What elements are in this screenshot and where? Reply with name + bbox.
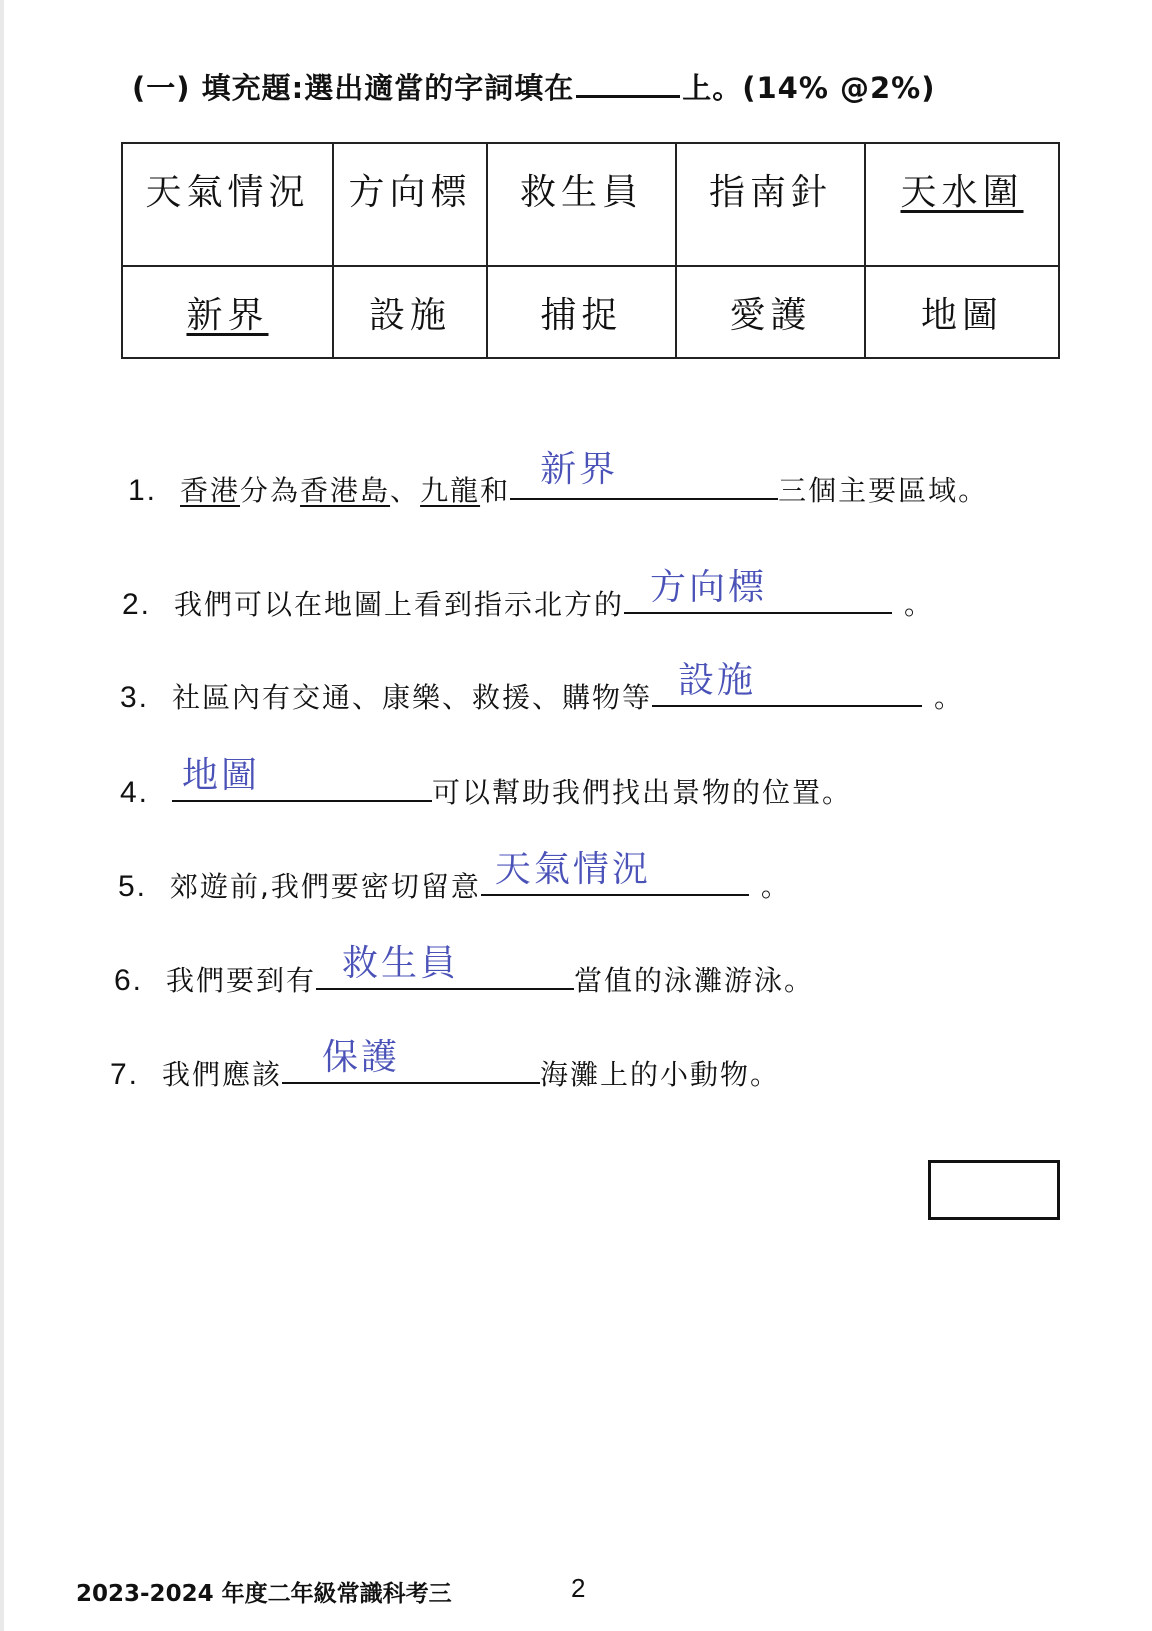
handwritten-answer: 救生員 <box>342 943 460 984</box>
handwritten-answer: 方向標 <box>650 567 768 608</box>
question-6: 6. 我們要到有 救生員 當值的泳灘游泳。 <box>114 958 814 999</box>
handwritten-answer: 天氣情況 <box>494 849 651 890</box>
question-1: 1. 香港分為香港島、九龍和 新界 三個主要區域。 <box>128 468 988 509</box>
word-bank-row <box>122 266 1059 358</box>
word-cell: 地圖 <box>865 266 1059 358</box>
footer-exam-name: 2023-2024 年度二年級常識科考三 <box>76 1581 452 1607</box>
word-cell: 天水圍 <box>865 143 1059 266</box>
question-3: 3. 社區內有交通、康樂、救援、購物等 設施 。 <box>120 675 964 716</box>
word-cell: 設施 <box>333 266 487 358</box>
word-cell: 救生員 <box>487 143 676 266</box>
handwritten-answer: 設施 <box>678 660 757 701</box>
title-prefix: (一) 填充題:選出適當的字詞填在 <box>132 71 575 105</box>
answer-blank[interactable] <box>652 660 922 707</box>
word-cell: 指南針 <box>676 143 865 266</box>
question-5: 5. 郊遊前,我們要密切留意 天氣情況 。 <box>118 864 791 905</box>
title-blank <box>576 73 680 98</box>
word-bank-row <box>122 143 1059 266</box>
title-suffix: 上。(14% @2%) <box>682 71 936 105</box>
answer-blank[interactable] <box>282 1037 540 1084</box>
handwritten-answer: 保護 <box>322 1037 401 1078</box>
word-cell: 捕捉 <box>487 266 676 358</box>
handwritten-answer: 新界 <box>540 449 619 490</box>
answer-blank[interactable] <box>172 755 432 802</box>
question-2: 2. 我們可以在地圖上看到指示北方的 方向標 。 <box>122 582 934 623</box>
question-7: 7. 我們應該 保護 海灘上的小動物。 <box>110 1052 780 1093</box>
answer-blank[interactable] <box>510 449 778 500</box>
word-cell: 天氣情況 <box>122 143 333 266</box>
score-box[interactable] <box>928 1160 1060 1220</box>
section-title <box>132 66 935 107</box>
answer-blank[interactable] <box>481 849 749 896</box>
word-cell: 愛護 <box>676 266 865 358</box>
word-cell: 方向標 <box>333 143 487 266</box>
handwritten-answer: 地圖 <box>182 755 261 796</box>
answer-blank[interactable] <box>316 943 574 990</box>
question-4: 4. 地圖 可以幫助我們找出景物的位置。 <box>120 770 852 811</box>
page-number: 2 <box>571 1573 586 1603</box>
word-cell: 新界 <box>122 266 333 358</box>
word-bank-table <box>121 142 1060 359</box>
answer-blank[interactable] <box>624 567 892 614</box>
page-edge <box>0 0 4 1631</box>
